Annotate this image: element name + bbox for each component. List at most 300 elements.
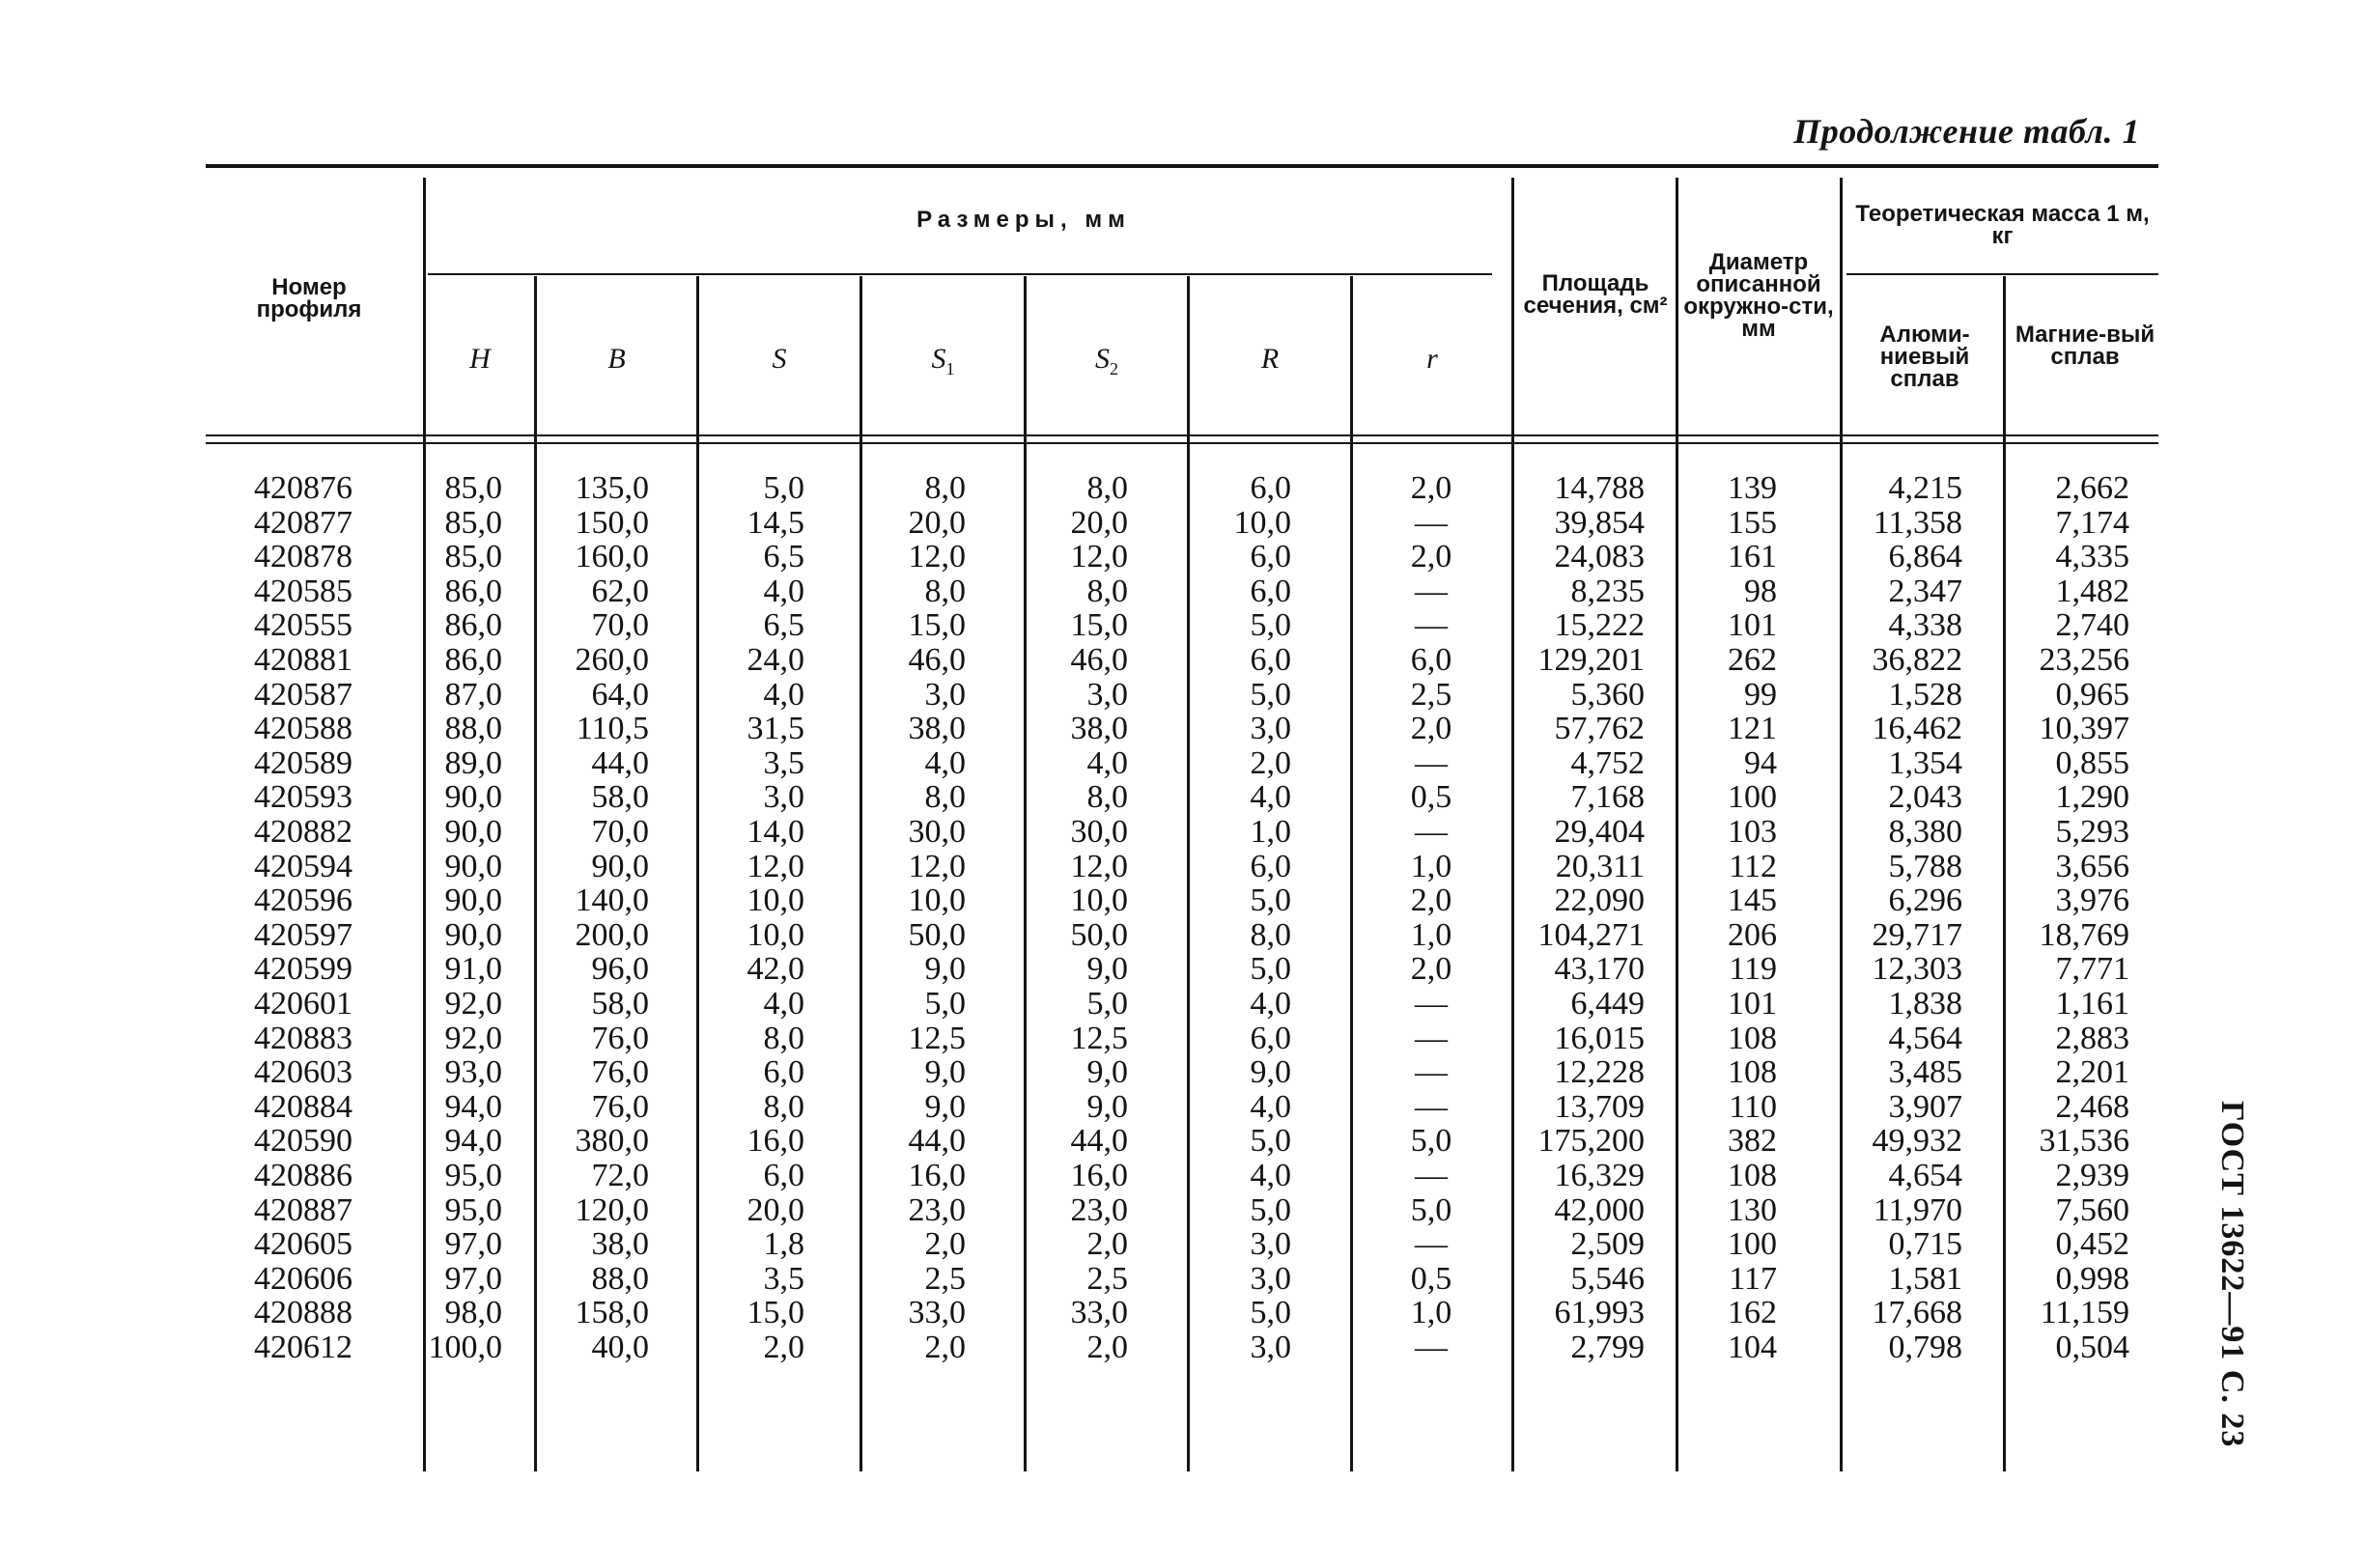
- magnesium-mass-cell: 0,452: [2055, 1226, 2129, 1263]
- r-small-cell: —: [1415, 744, 1448, 781]
- area-cell: 15,222: [1554, 607, 1645, 644]
- s1-cell: 9,0: [924, 951, 966, 988]
- s2-cell: 2,0: [1086, 1226, 1128, 1263]
- s1-cell: 16,0: [908, 1158, 966, 1193]
- r-big-cell: 5,0: [1250, 1191, 1291, 1228]
- b-cell: 260,0: [575, 642, 649, 678]
- s1-cell: 15,0: [908, 607, 966, 644]
- s-cell: 8,0: [763, 1088, 804, 1125]
- magnesium-mass-cell: 2,662: [2055, 470, 2129, 506]
- magnesium-mass-cell: 11,159: [2040, 1295, 2129, 1331]
- b-cell: 96,0: [591, 951, 649, 988]
- b-cell: 40,0: [591, 1330, 649, 1365]
- b-cell: 380,0: [575, 1123, 649, 1160]
- h-cell: 94,0: [444, 1088, 502, 1125]
- h-cell: 85,0: [444, 470, 502, 506]
- h-cell: 86,0: [444, 642, 502, 678]
- symbol-B: B: [607, 343, 626, 375]
- aluminum-mass-cell: 6,296: [1888, 882, 1962, 919]
- h-cell: 85,0: [444, 504, 502, 541]
- profile-number-cell: 420588: [254, 711, 352, 747]
- r-big-cell: 9,0: [1250, 1054, 1291, 1091]
- b-cell: 76,0: [591, 1088, 649, 1125]
- r-big-cell: 2,0: [1250, 744, 1291, 781]
- s1-cell: 23,0: [908, 1191, 966, 1228]
- s-cell: 16,0: [747, 1123, 804, 1160]
- r-big-cell: 3,0: [1250, 1226, 1291, 1263]
- aluminum-mass-cell: 36,822: [1872, 642, 1962, 678]
- diameter-cell: 119: [1729, 951, 1777, 988]
- area-cell: 20,311: [1555, 848, 1645, 884]
- magnesium-mass-cell: 5,293: [2055, 814, 2129, 850]
- profile-number-cell: 420597: [254, 916, 352, 953]
- profile-number-cell: 420882: [254, 814, 352, 850]
- s2-cell: 15,0: [1070, 607, 1128, 644]
- area-cell: 5,360: [1570, 676, 1645, 713]
- symbol-S: S: [772, 343, 787, 375]
- s-cell: 4,0: [763, 573, 804, 609]
- diameter-cell: 110: [1729, 1088, 1777, 1125]
- s1-cell: 20,0: [908, 504, 966, 541]
- r-small-cell: 1,0: [1410, 916, 1452, 953]
- r-big-cell: 5,0: [1250, 607, 1291, 644]
- aluminum-mass-cell: 0,715: [1888, 1226, 1962, 1263]
- s1-cell: 33,0: [908, 1295, 966, 1331]
- r-big-cell: 5,0: [1250, 882, 1291, 919]
- aluminum-mass-cell: 3,485: [1888, 1054, 1962, 1091]
- s1-cell: 46,0: [908, 642, 966, 678]
- diameter-cell: 382: [1728, 1123, 1777, 1160]
- b-cell: 62,0: [591, 573, 649, 609]
- aluminum-mass-cell: 8,380: [1888, 814, 1962, 850]
- area-cell: 4,752: [1570, 744, 1645, 781]
- diameter-cell: 161: [1728, 539, 1777, 575]
- magnesium-mass-cell: 7,771: [2055, 951, 2129, 988]
- s2-cell: 46,0: [1070, 642, 1128, 678]
- h-cell: 93,0: [444, 1054, 502, 1091]
- s1-cell: 2,0: [924, 1226, 966, 1263]
- r-big-cell: 6,0: [1250, 848, 1291, 884]
- s-cell: 3,0: [763, 779, 804, 816]
- header-magnesium: Магние-вый сплав: [2015, 322, 2156, 370]
- area-cell: 42,000: [1554, 1191, 1645, 1228]
- h-cell: 95,0: [444, 1158, 502, 1193]
- diameter-cell: 108: [1728, 1020, 1777, 1056]
- s-cell: 8,0: [763, 1020, 804, 1056]
- mass-rule: [1846, 273, 2158, 275]
- aluminum-mass-cell: 12,303: [1872, 951, 1962, 988]
- profile-number-cell: 420589: [254, 744, 352, 781]
- s1-cell: 12,0: [908, 539, 966, 575]
- r-small-cell: 0,5: [1410, 1260, 1452, 1297]
- header-diameter: Диаметр описанной окружно-сти, мм: [1683, 249, 1834, 342]
- r-big-cell: 5,0: [1250, 1123, 1291, 1160]
- s1-cell: 2,5: [924, 1260, 966, 1297]
- magnesium-mass-cell: 10,397: [2039, 711, 2129, 747]
- s2-cell: 9,0: [1086, 951, 1128, 988]
- aluminum-mass-cell: 2,347: [1888, 573, 1962, 609]
- r-big-cell: 4,0: [1250, 986, 1291, 1022]
- header-double-rule-1: [206, 434, 2158, 436]
- area-cell: 2,799: [1570, 1330, 1645, 1365]
- s-cell: 3,5: [763, 1260, 804, 1297]
- area-cell: 129,201: [1537, 642, 1645, 678]
- diameter-cell: 104: [1728, 1330, 1777, 1365]
- document-side-label: ГОСТ 13622—91 С. 23: [2214, 1101, 2250, 1448]
- s1-cell: 50,0: [908, 916, 966, 953]
- s-cell: 6,0: [763, 1054, 804, 1091]
- r-big-cell: 6,0: [1250, 573, 1291, 609]
- s1-cell: 8,0: [924, 470, 966, 506]
- h-cell: 94,0: [444, 1123, 502, 1160]
- header-aluminum: Алюми-ниевый сплав: [1879, 322, 1970, 392]
- diameter-cell: 117: [1729, 1260, 1777, 1297]
- r-big-cell: 6,0: [1250, 539, 1291, 575]
- top-rule: [206, 164, 2158, 168]
- aluminum-mass-cell: 1,838: [1888, 986, 1962, 1022]
- b-cell: 72,0: [591, 1158, 649, 1193]
- area-cell: 12,228: [1554, 1054, 1645, 1091]
- b-cell: 76,0: [591, 1020, 649, 1056]
- s2-cell: 23,0: [1070, 1191, 1128, 1228]
- diameter-cell: 139: [1728, 470, 1777, 506]
- profile-number-cell: 420593: [254, 779, 352, 816]
- r-big-cell: 4,0: [1250, 1088, 1291, 1125]
- diameter-cell: 262: [1728, 642, 1777, 678]
- r-small-cell: —: [1415, 814, 1448, 850]
- magnesium-mass-cell: 7,560: [2055, 1191, 2129, 1228]
- r-big-cell: 1,0: [1250, 814, 1291, 850]
- r-small-cell: 2,0: [1410, 539, 1452, 575]
- diameter-cell: 145: [1728, 882, 1777, 919]
- diameter-cell: 94: [1744, 744, 1777, 781]
- s2-cell: 10,0: [1070, 882, 1128, 919]
- magnesium-mass-cell: 2,740: [2055, 607, 2129, 644]
- r-small-cell: —: [1415, 1020, 1448, 1056]
- area-cell: 104,271: [1537, 916, 1645, 953]
- profile-number-cell: 420886: [254, 1158, 352, 1193]
- b-cell: 38,0: [591, 1226, 649, 1263]
- h-cell: 92,0: [444, 1020, 502, 1056]
- symbol-S2-subscript: 2: [1110, 359, 1118, 378]
- s-cell: 6,5: [763, 607, 804, 644]
- r-big-cell: 6,0: [1250, 470, 1291, 506]
- area-cell: 2,509: [1570, 1226, 1645, 1263]
- aluminum-mass-cell: 3,907: [1888, 1088, 1962, 1125]
- s2-cell: 5,0: [1086, 986, 1128, 1022]
- s1-cell: 4,0: [924, 744, 966, 781]
- s-cell: 2,0: [763, 1330, 804, 1365]
- aluminum-mass-cell: 16,462: [1872, 711, 1962, 747]
- profile-number-cell: 420884: [254, 1088, 352, 1125]
- profile-number-cell: 420612: [254, 1330, 352, 1365]
- aluminum-mass-cell: 1,354: [1888, 744, 1962, 781]
- h-cell: 90,0: [444, 882, 502, 919]
- s1-cell: 8,0: [924, 573, 966, 609]
- b-cell: 110,5: [576, 711, 649, 747]
- b-cell: 90,0: [591, 848, 649, 884]
- area-cell: 61,993: [1554, 1295, 1645, 1331]
- r-small-cell: —: [1415, 1226, 1448, 1263]
- col-rule: [1676, 178, 1678, 1471]
- b-cell: 150,0: [575, 504, 649, 541]
- symbol-R: R: [1260, 343, 1280, 375]
- s1-cell: 44,0: [908, 1123, 966, 1160]
- aluminum-mass-cell: 11,970: [1873, 1191, 1962, 1228]
- profile-number-cell: 420888: [254, 1295, 352, 1331]
- area-cell: 8,235: [1570, 573, 1645, 609]
- magnesium-mass-cell: 3,976: [2055, 882, 2129, 919]
- profile-number-cell: 420878: [254, 539, 352, 575]
- symbol-S2-letter: S: [1095, 343, 1110, 375]
- diameter-cell: 155: [1728, 504, 1777, 541]
- s1-cell: 3,0: [924, 676, 966, 713]
- magnesium-mass-cell: 0,855: [2055, 744, 2129, 781]
- s1-cell: 12,5: [908, 1020, 966, 1056]
- area-cell: 13,709: [1554, 1088, 1645, 1125]
- table-caption: Продолжение табл. 1: [1793, 112, 2140, 151]
- aluminum-mass-cell: 49,932: [1872, 1123, 1962, 1160]
- s-cell: 10,0: [747, 882, 804, 919]
- r-big-cell: 5,0: [1250, 676, 1291, 713]
- magnesium-mass-cell: 0,504: [2055, 1330, 2129, 1365]
- magnesium-mass-cell: 2,939: [2055, 1158, 2129, 1193]
- r-big-cell: 4,0: [1250, 1158, 1291, 1193]
- r-small-cell: 2,0: [1410, 470, 1452, 506]
- b-cell: 120,0: [575, 1191, 649, 1228]
- b-cell: 64,0: [591, 676, 649, 713]
- h-cell: 100,0: [428, 1330, 502, 1365]
- diameter-cell: 130: [1728, 1191, 1777, 1228]
- area-cell: 57,762: [1554, 711, 1645, 747]
- profile-number-cell: 420606: [254, 1260, 352, 1297]
- area-cell: 22,090: [1554, 882, 1645, 919]
- symbol-S1: [862, 343, 1024, 379]
- h-cell: 97,0: [444, 1226, 502, 1263]
- s1-cell: 30,0: [908, 814, 966, 850]
- b-cell: 140,0: [575, 882, 649, 919]
- b-cell: 88,0: [591, 1260, 649, 1297]
- r-big-cell: 4,0: [1250, 779, 1291, 816]
- b-cell: 58,0: [591, 779, 649, 816]
- s-cell: 20,0: [747, 1191, 804, 1228]
- s2-cell: 50,0: [1070, 916, 1128, 953]
- profile-number-cell: 420590: [254, 1123, 352, 1160]
- b-cell: 70,0: [591, 814, 649, 850]
- profile-number-cell: 420603: [254, 1054, 352, 1091]
- r-small-cell: 5,0: [1410, 1123, 1452, 1160]
- r-big-cell: 3,0: [1250, 1330, 1291, 1365]
- s1-cell: 38,0: [908, 711, 966, 747]
- area-cell: 24,083: [1554, 539, 1645, 575]
- profile-number-cell: 420881: [254, 642, 352, 678]
- magnesium-mass-cell: 23,256: [2039, 642, 2129, 678]
- r-small-cell: —: [1415, 504, 1448, 541]
- area-cell: 29,404: [1554, 814, 1645, 850]
- s-cell: 42,0: [747, 951, 804, 988]
- header-dimensions: Размеры, мм: [916, 207, 1131, 233]
- area-cell: 7,168: [1570, 779, 1645, 816]
- aluminum-mass-cell: 4,654: [1888, 1158, 1962, 1193]
- magnesium-mass-cell: 2,201: [2055, 1054, 2129, 1091]
- header-mass: Теоретическая масса 1 м, кг: [1855, 201, 2150, 249]
- h-cell: 90,0: [444, 814, 502, 850]
- aluminum-mass-cell: 1,581: [1888, 1260, 1962, 1297]
- h-cell: 90,0: [444, 779, 502, 816]
- s-cell: 14,0: [747, 814, 804, 850]
- diameter-cell: 108: [1728, 1158, 1777, 1193]
- area-cell: 6,449: [1570, 986, 1645, 1022]
- magnesium-mass-cell: 1,161: [2055, 986, 2129, 1022]
- r-small-cell: 2,0: [1410, 882, 1452, 919]
- diameter-cell: 100: [1728, 1226, 1777, 1263]
- aluminum-mass-cell: 29,717: [1872, 916, 1962, 953]
- r-big-cell: 5,0: [1250, 1295, 1291, 1331]
- h-cell: 98,0: [444, 1295, 502, 1331]
- diameter-cell: 101: [1728, 607, 1777, 644]
- s2-cell: 38,0: [1070, 711, 1128, 747]
- r-small-cell: —: [1415, 607, 1448, 644]
- r-small-cell: 1,0: [1410, 848, 1452, 884]
- r-big-cell: 6,0: [1250, 1020, 1291, 1056]
- s2-cell: 4,0: [1086, 744, 1128, 781]
- profile-number-cell: 420596: [254, 882, 352, 919]
- s2-cell: 12,0: [1070, 848, 1128, 884]
- s-cell: 6,5: [763, 539, 804, 575]
- profile-number-cell: 420594: [254, 848, 352, 884]
- symbol-H: H: [469, 343, 491, 375]
- h-cell: 85,0: [444, 539, 502, 575]
- profile-number-cell: 420601: [254, 986, 352, 1022]
- h-cell: 92,0: [444, 986, 502, 1022]
- profile-number-cell: 420555: [254, 607, 352, 644]
- s2-cell: 44,0: [1070, 1123, 1128, 1160]
- r-small-cell: 5,0: [1410, 1191, 1452, 1228]
- b-cell: 135,0: [575, 470, 649, 506]
- profile-number-cell: 420877: [254, 504, 352, 541]
- header-double-rule-2: [206, 442, 2158, 444]
- r-small-cell: —: [1415, 1088, 1448, 1125]
- s1-cell: 5,0: [924, 986, 966, 1022]
- r-small-cell: 2,5: [1410, 676, 1452, 713]
- magnesium-mass-cell: 1,482: [2055, 573, 2129, 609]
- magnesium-mass-cell: 0,965: [2055, 676, 2129, 713]
- aluminum-mass-cell: 6,864: [1888, 539, 1962, 575]
- s1-cell: 2,0: [924, 1330, 966, 1365]
- magnesium-mass-cell: 31,536: [2039, 1123, 2129, 1160]
- b-cell: 70,0: [591, 607, 649, 644]
- diameter-cell: 103: [1728, 814, 1777, 850]
- dimensions-rule: [428, 273, 1492, 275]
- h-cell: 86,0: [444, 607, 502, 644]
- s2-cell: 12,5: [1070, 1020, 1128, 1056]
- magnesium-mass-cell: 2,468: [2055, 1088, 2129, 1125]
- magnesium-mass-cell: 0,998: [2055, 1260, 2129, 1297]
- magnesium-mass-cell: 3,656: [2055, 848, 2129, 884]
- symbol-S2: [1027, 343, 1187, 379]
- r-small-cell: —: [1415, 1330, 1448, 1365]
- b-cell: 158,0: [575, 1295, 649, 1331]
- s2-cell: 16,0: [1070, 1158, 1128, 1193]
- area-cell: 14,788: [1554, 470, 1645, 506]
- s-cell: 3,5: [763, 744, 804, 781]
- s2-cell: 2,5: [1086, 1260, 1128, 1297]
- r-big-cell: 10,0: [1233, 504, 1291, 541]
- aluminum-mass-cell: 2,043: [1888, 779, 1962, 816]
- r-small-cell: 0,5: [1410, 779, 1452, 816]
- s-cell: 10,0: [747, 916, 804, 953]
- magnesium-mass-cell: 1,290: [2055, 779, 2129, 816]
- profile-number-cell: 420605: [254, 1226, 352, 1263]
- symbol-r: r: [1426, 343, 1438, 375]
- aluminum-mass-cell: 5,788: [1888, 848, 1962, 884]
- s-cell: 31,5: [747, 711, 804, 747]
- area-cell: 5,546: [1570, 1260, 1645, 1297]
- h-cell: 90,0: [444, 916, 502, 953]
- b-cell: 200,0: [575, 916, 649, 953]
- s2-cell: 20,0: [1070, 504, 1128, 541]
- profile-number-cell: 420876: [254, 470, 352, 506]
- magnesium-mass-cell: 18,769: [2039, 916, 2129, 953]
- s-cell: 6,0: [763, 1158, 804, 1193]
- h-cell: 90,0: [444, 848, 502, 884]
- aluminum-mass-cell: 1,528: [1888, 676, 1962, 713]
- s-cell: 4,0: [763, 676, 804, 713]
- s2-cell: 8,0: [1086, 573, 1128, 609]
- diameter-cell: 112: [1729, 848, 1777, 884]
- b-cell: 58,0: [591, 986, 649, 1022]
- s2-cell: 3,0: [1086, 676, 1128, 713]
- r-small-cell: —: [1415, 1158, 1448, 1193]
- r-small-cell: 1,0: [1410, 1295, 1452, 1331]
- r-big-cell: 5,0: [1250, 951, 1291, 988]
- h-cell: 97,0: [444, 1260, 502, 1297]
- r-big-cell: 3,0: [1250, 711, 1291, 747]
- h-cell: 87,0: [444, 676, 502, 713]
- r-small-cell: —: [1415, 986, 1448, 1022]
- b-cell: 160,0: [575, 539, 649, 575]
- area-cell: 43,170: [1554, 951, 1645, 988]
- diameter-cell: 121: [1728, 711, 1777, 747]
- diameter-cell: 206: [1728, 916, 1777, 953]
- diameter-cell: 99: [1744, 676, 1777, 713]
- s2-cell: 2,0: [1086, 1330, 1128, 1365]
- r-small-cell: 2,0: [1410, 711, 1452, 747]
- r-small-cell: —: [1415, 573, 1448, 609]
- s2-cell: 12,0: [1070, 539, 1128, 575]
- profile-number-cell: 420599: [254, 951, 352, 988]
- s1-cell: 8,0: [924, 779, 966, 816]
- header-profile: Номер профиля: [256, 274, 362, 322]
- r-small-cell: 6,0: [1410, 642, 1452, 678]
- b-cell: 76,0: [591, 1054, 649, 1091]
- s-cell: 4,0: [763, 986, 804, 1022]
- aluminum-mass-cell: 4,338: [1888, 607, 1962, 644]
- h-cell: 88,0: [444, 711, 502, 747]
- s2-cell: 9,0: [1086, 1054, 1128, 1091]
- s2-cell: 9,0: [1086, 1088, 1128, 1125]
- r-big-cell: 8,0: [1250, 916, 1291, 953]
- s-cell: 12,0: [747, 848, 804, 884]
- r-small-cell: —: [1415, 1054, 1448, 1091]
- s-cell: 1,8: [763, 1226, 804, 1263]
- magnesium-mass-cell: 4,335: [2055, 539, 2129, 575]
- profile-number-cell: 420587: [254, 676, 352, 713]
- col-rule: [1350, 276, 1353, 1471]
- profile-number-cell: 420883: [254, 1020, 352, 1056]
- h-cell: 91,0: [444, 951, 502, 988]
- aluminum-mass-cell: 0,798: [1888, 1330, 1962, 1365]
